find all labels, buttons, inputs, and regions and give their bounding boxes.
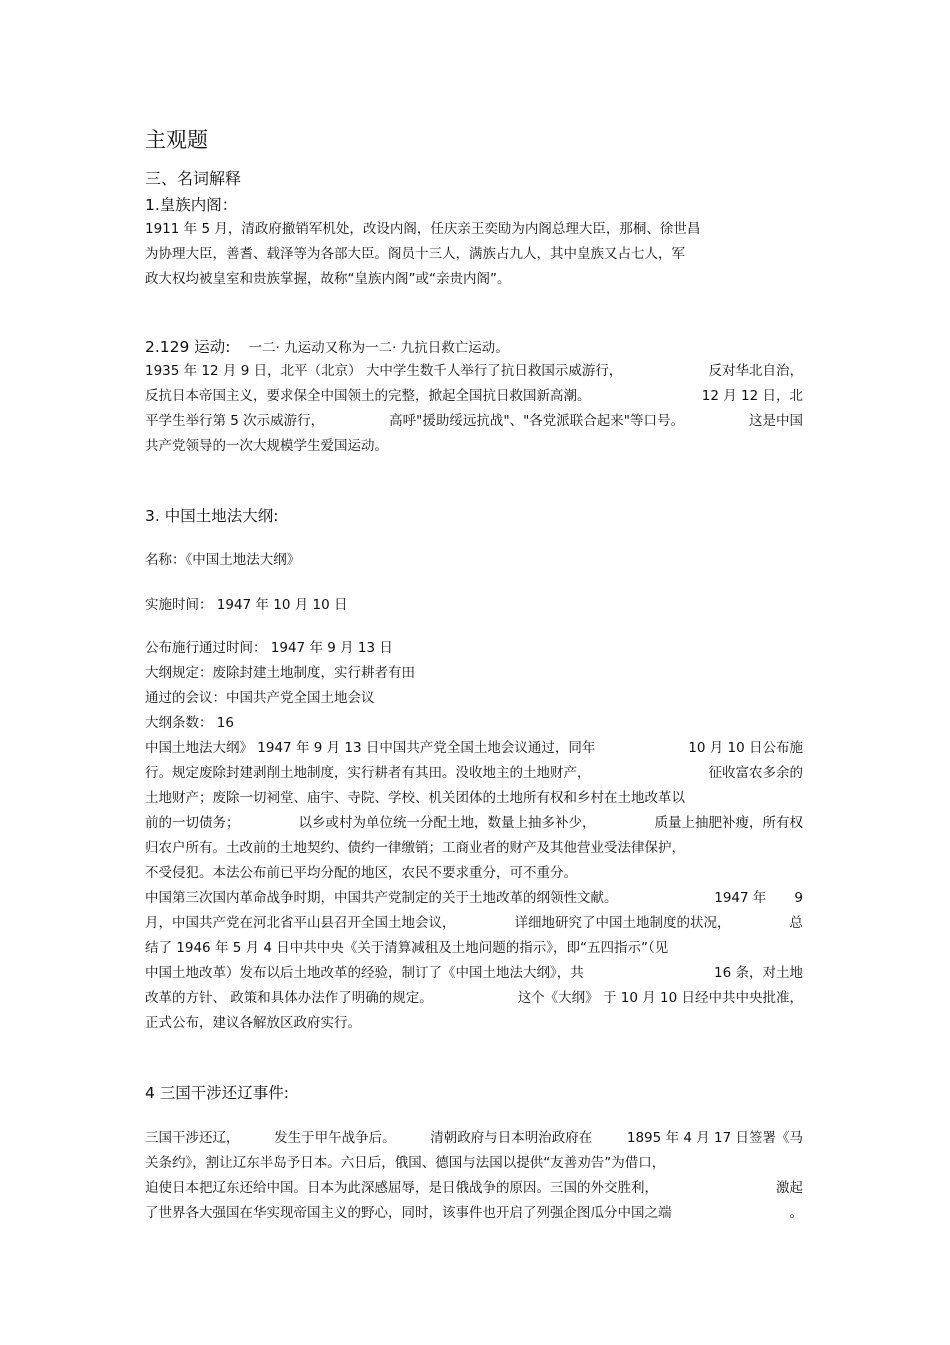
item-3-fact-3: 通过的会议：中国共产党全国土地会议 (145, 690, 375, 706)
item-3-line-8: 月，中国共产党在河北省平山县召开全国土地会议， 详细地研究了中国土地制度的状况， 总 (145, 915, 803, 931)
item-3-fact-1: 公布施行通过时间： 1947 年 9 月 13 日 (145, 640, 393, 656)
item-3-heading: 3. 中国土地法大纲: (145, 507, 279, 525)
item-3-line-1: 中国土地法大纲》 1947 年 9 月 13 日中国共产党全国土地会议通过，同年 10 月 10 日公布施 (145, 740, 803, 756)
item-3-impl-time: 实施时间： 1947 年 10 月 10 日 (145, 597, 348, 613)
item-3-name: 名称：《中国土地法大纲》 (145, 552, 301, 568)
item-1-line-1: 1911 年 5 月，清政府撤销军机处，改设内阁，任庆亲王奕劻为内阁总理大臣，那桐、徐世昌 (145, 221, 701, 237)
item-3-line-10: 中国土地改革）发布以后土地改革的经验，制订了《中国土地法大纲》，共 16 条，对土地 (145, 965, 803, 981)
item-3-fact-2: 大纲规定：废除封建土地制度，实行耕者有田 (145, 665, 415, 681)
item-2-line-4: 共产党领导的一次大规模学生爱国运动。 (145, 438, 388, 454)
item-4-line-4: 了世界各大强国在华实现帝国主义的野心，同时，该事件也开启了列强企图瓜分中国之端 。 (145, 1205, 803, 1221)
item-1-line-3: 政大权均被皇室和贵族掌握，故称“皇族内阁”或“亲贵内阁”。 (145, 271, 511, 287)
section-heading: 三、名词解释 (145, 169, 242, 188)
item-3-line-4: 前的一切债务； 以乡或村为单位统一分配土地，数量上抽多补少， 质量上抽肥补瘦，所有权 (145, 815, 803, 831)
item-3-line-11: 改革的方针、 政策和具体办法作了明确的规定。 这个《大纲》 于 10 月 10 日经中共中央批准， (145, 990, 803, 1006)
item-1-line-2: 为协理大臣，善耆、载泽等为各部大臣。阁员十三人，满族占九人，其中皇族又占七人，军 (145, 246, 685, 262)
item-4-line-1: 三国干涉还辽， 发生于甲午战争后。 清朝政府与日本明治政府在 1895 年 4 月 17 日签署《马 (145, 1130, 803, 1146)
item-3-line-2: 行。规定废除封建剥削土地制度，实行耕者有其田。没收地主的土地财产， 征收富农多余的 (145, 765, 803, 781)
page-title: 主观题 (145, 128, 208, 152)
item-1-heading: 1.皇族内阁： (145, 196, 238, 214)
item-2-line-3: 平学生举行第 5 次示威游行， 高呼"援助绥远抗战"、"各党派联合起来"等口号。 这是中国 (145, 413, 803, 429)
item-3-line-7: 中国第三次国内革命战争时期，中国共产党制定的关于土地改革的纲领性文献。 1947 年 9 (145, 890, 803, 906)
item-3-line-12: 正式公布，建议各解放区政府实行。 (145, 1015, 361, 1031)
item-3-line-6: 不受侵犯。本法公布前已平均分配的地区，农民不要求重分，可不重分。 (145, 865, 577, 881)
item-2-heading: 2.129 运动: (145, 338, 231, 356)
item-4-line-2: 关条约》，割让辽东半岛予日本。六日后，俄国、德国与法国以提供“友善劝告”为借口， (145, 1155, 666, 1171)
item-3-line-5: 归农户所有。土改前的土地契约、债约一律缴销；工商业者的财产及其他营业受法律保护， (145, 840, 685, 856)
item-3-line-3: 土地财产；废除一切祠堂、庙宇、寺院、学校、机关团体的土地所有权和乡村在土地改革以 (145, 790, 685, 806)
item-4-heading: 4 三国干涉还辽事件: (145, 1084, 290, 1102)
item-3-fact-4: 大纲条数： 16 (145, 715, 234, 731)
item-2-line-1: 1935 年 12 月 9 日，北平（北京） 大中学生数千人举行了抗日救国示威游行， 反对华北自治， (145, 363, 803, 379)
item-4-line-3: 迫使日本把辽东还给中国。日本为此深感屈辱，是日俄战争的原因。三国的外交胜利， 激起 (145, 1180, 803, 1196)
item-2-heading-row (145, 337, 509, 357)
item-2-heading-note: 一二· 九运动又称为一二· 九抗日救亡运动。 (248, 340, 509, 356)
item-2-line-2: 反抗日本帝国主义，要求保全中国领土的完整，掀起全国抗日救国新高潮。 12 月 12 日，北 (145, 388, 803, 404)
item-3-line-9: 结了 1946 年 5 月 4 日中共中央《关于清算减租及土地问题的指示》，即“五四指示”（见 (145, 940, 669, 956)
